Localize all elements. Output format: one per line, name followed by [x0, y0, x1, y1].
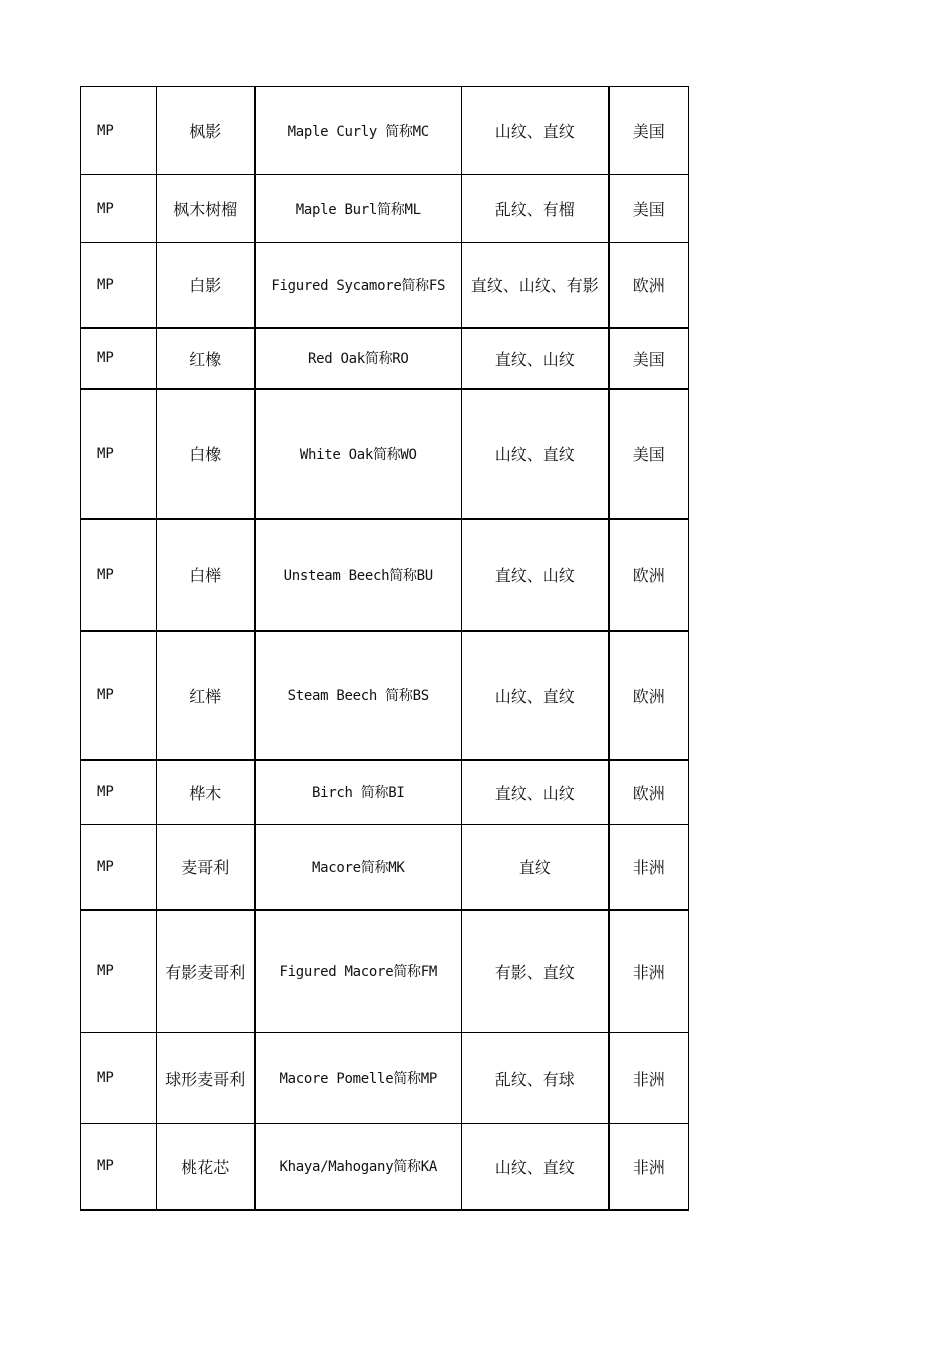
origin-cell: 欧洲 [609, 243, 689, 328]
origin-cell: 非洲 [609, 825, 689, 910]
chinese-name-cell: 红榉 [157, 631, 255, 760]
origin-cell: 欧洲 [609, 519, 689, 631]
code-cell: MP [81, 910, 157, 1033]
code-cell: MP [81, 1033, 157, 1124]
grain-cell: 山纹、直纹 [462, 389, 609, 519]
english-name-cell: Steam Beech 简称BS [255, 631, 462, 760]
english-name-cell: Khaya/Mahogany简称KA [255, 1124, 462, 1210]
grain-cell: 山纹、直纹 [462, 1124, 609, 1210]
grain-cell: 直纹、山纹、有影 [462, 243, 609, 328]
table-row [81, 389, 689, 519]
english-name-cell: Macore简称MK [255, 825, 462, 910]
english-name-cell: Maple Burl简称ML [255, 175, 462, 243]
code-cell: MP [81, 1124, 157, 1210]
origin-cell: 非洲 [609, 1124, 689, 1210]
chinese-name-cell: 有影麦哥利 [157, 910, 255, 1033]
code-cell: MP [81, 631, 157, 760]
english-name-cell: Macore Pomelle简称MP [255, 1033, 462, 1124]
code-cell: MP [81, 175, 157, 243]
chinese-name-cell: 红橡 [157, 328, 255, 389]
grain-cell: 直纹、山纹 [462, 328, 609, 389]
chinese-name-cell: 桃花芯 [157, 1124, 255, 1210]
table-row [81, 175, 689, 243]
grain-cell: 直纹、山纹 [462, 760, 609, 825]
grain-cell: 山纹、直纹 [462, 87, 609, 175]
table-row [81, 760, 689, 825]
english-name-cell: Red Oak简称RO [255, 328, 462, 389]
table-row [81, 328, 689, 389]
table-row [81, 1033, 689, 1124]
code-cell: MP [81, 87, 157, 175]
origin-cell: 美国 [609, 175, 689, 243]
code-cell: MP [81, 825, 157, 910]
chinese-name-cell: 枫影 [157, 87, 255, 175]
code-cell: MP [81, 760, 157, 825]
code-cell: MP [81, 389, 157, 519]
english-name-cell: Figured Macore简称FM [255, 910, 462, 1033]
table-row [81, 910, 689, 1033]
chinese-name-cell: 白榉 [157, 519, 255, 631]
chinese-name-cell: 桦木 [157, 760, 255, 825]
grain-cell: 直纹、山纹 [462, 519, 609, 631]
chinese-name-cell: 枫木树榴 [157, 175, 255, 243]
origin-cell: 欧洲 [609, 631, 689, 760]
table-row [81, 631, 689, 760]
origin-cell: 美国 [609, 87, 689, 175]
origin-cell: 美国 [609, 328, 689, 389]
grain-cell: 山纹、直纹 [462, 631, 609, 760]
code-cell: MP [81, 243, 157, 328]
code-cell: MP [81, 519, 157, 631]
code-cell: MP [81, 328, 157, 389]
table-row [81, 87, 689, 175]
english-name-cell: Figured Sycamore简称FS [255, 243, 462, 328]
origin-cell: 美国 [609, 389, 689, 519]
origin-cell: 非洲 [609, 910, 689, 1033]
chinese-name-cell: 白影 [157, 243, 255, 328]
grain-cell: 乱纹、有球 [462, 1033, 609, 1124]
english-name-cell: Birch 简称BI [255, 760, 462, 825]
grain-cell: 直纹 [462, 825, 609, 910]
chinese-name-cell: 麦哥利 [157, 825, 255, 910]
origin-cell: 欧洲 [609, 760, 689, 825]
english-name-cell: White Oak简称WO [255, 389, 462, 519]
wood-species-table [80, 86, 689, 1211]
origin-cell: 非洲 [609, 1033, 689, 1124]
grain-cell: 乱纹、有榴 [462, 175, 609, 243]
table-row [81, 243, 689, 328]
table-row [81, 825, 689, 910]
table-row [81, 519, 689, 631]
table-row [81, 1124, 689, 1210]
grain-cell: 有影、直纹 [462, 910, 609, 1033]
chinese-name-cell: 白橡 [157, 389, 255, 519]
chinese-name-cell: 球形麦哥利 [157, 1033, 255, 1124]
english-name-cell: Unsteam Beech简称BU [255, 519, 462, 631]
english-name-cell: Maple Curly 简称MC [255, 87, 462, 175]
